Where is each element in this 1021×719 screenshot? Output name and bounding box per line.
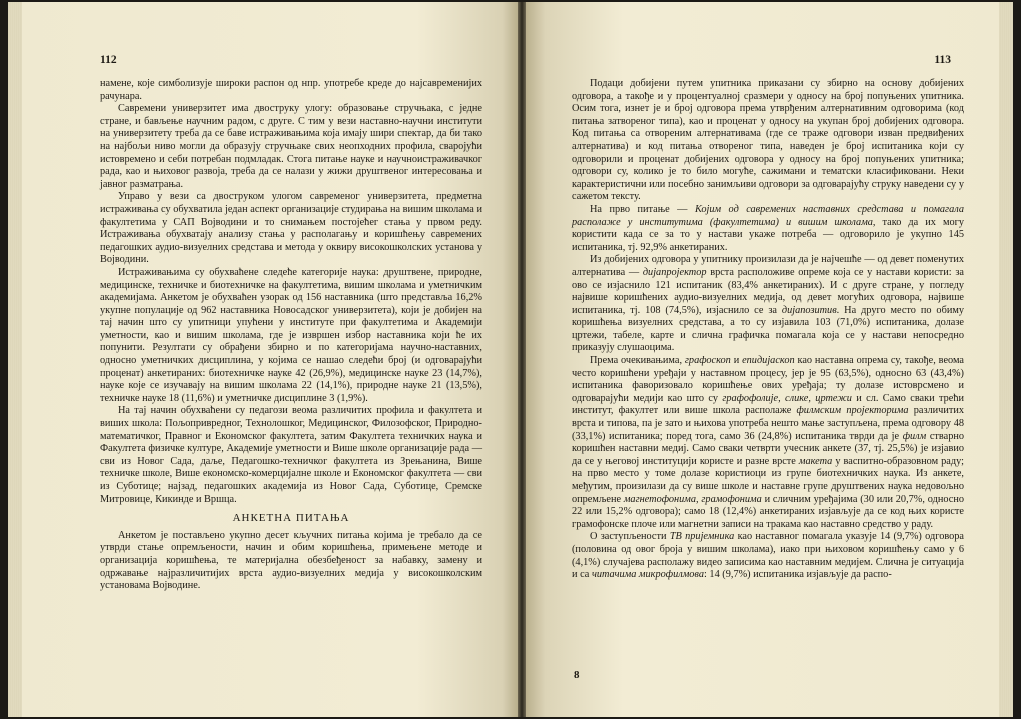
page-edges-right	[999, 2, 1013, 717]
paragraph: На прво питање — Којим од савремених наставних средстава и помагала располаже у институтима (факултетима) и вишим школама, тако да их могу користити када се за то у настави укаже потреба — одговорило је укупно 145 испитаника, тј. 92,9% анкетираних.	[572, 203, 965, 253]
left-page-number: 112	[100, 54, 117, 66]
paragraph: Анкетом је постављено укупно десет кључних питања којима је требало да се утврди стање опремљености, начин и обим коришћења, примењене методе и организација коришћења, те материјална обезбеђеност за набавку, замену и одржавање најразличитијих врста аудио-визуелних медија у високошколским установама Војводине.	[100, 529, 482, 592]
right-page-number: 113	[934, 54, 951, 66]
paragraph: Према очекивањима, графоскоп и епидијаскоп као наставна опрема су, такође, веома често коришћени уређаји у наставном процесу, јер је 95 (63,5%), односно 63 (43,4%) испитаника фаворизовало коришћење ових уређаја; ту долазе истоврсмено и одговарајући медији као што су графофолије, слике, цртежи и сл. Само сваки трећи институт, факултет или више школа располаже филмским пројекторима различитих врста и типова, па је зато и њихова употреба нешто мање заступљена, према одговору 48 (33,1%) испитаника; поред тога, само 36 (24,8%) испитаника тврди да је филм стварно коришћен наставни медиј. Само сваки четврти учесник анкете (37, тј. 25,5%) је изјавио да се у његовој институцији користе и разне врсте макета у васпитно-образовном раду; на прво место у томе долазе користиоци из групе биотехничких наука. Из анкете, међутим, произилази да су више школе и наставне групе друштвених наука недовољно опремљене магнетофонима, грамофонима и сличним уређајима (30 или 20,7%, односно 22 или 15,2% одговора); само 18 (12,4%) анкетираних изјављује да се код њих користе грамофонске плоче или магнетни записи на тракама као наставно средство у раду.	[572, 355, 965, 530]
paragraph: Савремени универзитет има двоструку улогу: образовање стручњака, с једне стране, и бављење научним радом, с друге. С тим у вези наставно-научни институти на универзитету треба да се баве истраживањима која имају шири спектар, да би тако на најбољи ниво могли да образују стручњаке свих неопходних профила, сваројући истовремено и себи потребан подмладак. Стога питање науке и научноистраживачког рада, као и њиховог развоја, треба да се налази у жижи друштвеног интересовања и јавног разматрања.	[100, 103, 482, 190]
section-heading: АНКЕТНА ПИТАЊА	[232, 512, 350, 525]
paragraph: Истраживањима су обухваћене следеће категорије наука: друштвене, природне, медицинске, техничке и биотехничке на факултетима, вишим школама и уметничким академијама. Анкетом је обухваћен узорак од 156 наставника (што представља 16,2% укупне популације од 962 наставника Новосадског универзитета), који је добијен на тај начин што су упитници упућени у институте при факултетима и Академији уметности, као и вишим школама, где је извршен избор наставника који ће их попунити. Резултати су обрађени збирно и по категоријама научно-наставних, односно уметничких дисциплина, у којима се нашао следећи број (и одговарајући проценат) анкетираних: биотехничке науке 42 (26,9%), медицинске науке 23 (14,7%), науке које се изучавају на вишим школама 22 (14,1%), природне науке 21 (13,5%), техничке науке 18 (11,6%) и уметничке дисциплине 3 (1,9%).	[100, 266, 482, 404]
book-gutter	[518, 2, 526, 717]
left-page-body	[100, 78, 482, 593]
book-spread	[8, 2, 1013, 717]
left-page	[8, 2, 518, 717]
right-page-body	[572, 78, 964, 582]
right-page	[526, 2, 1013, 717]
signature-mark: 8	[574, 669, 580, 681]
paragraph: О заступљености ТВ пријемника као наставног помагала указује 14 (9,7%) одговора (половина од овог броја у вишим школама), иако при њиховом коришћењу само у 6 (4,1%) случајева располажу видео записима као наставним медијем. Слична је ситуација и са читачима микрофилмова: 14 (9,7%) испитаника изјављује да распо-	[572, 531, 965, 581]
page-edges-left	[8, 2, 22, 717]
paragraph: намене, које симболизује широки распон од нпр. употребе креде до најсавременијих рачунара.	[100, 78, 482, 102]
paragraph: Управо у вези са двоструком улогом савременог универзитета, предметна истраживања су обухватила један аспект организације студирања на вишим школама и факултетима у САП Војводини и то снимањем постојећег стања у првом реду. Истраживања обухватају анализу стања у располагању и коришћењу савремених педагошких аудио-визуелних средстава и метода у оквиру високошколских установа у Војводини.	[100, 191, 482, 266]
paragraph: Подаци добијени путем упитника приказани су збирно на основу добијених одговора, а такође и у процентуалној сразмери у односу на број попуњених упитника. Осим тога, изнет је и број одговора према утврђеним алтернативним одговорима (код питања затвореног типа), као и проценат у односу на укупан број добијених одговора. Код питања са отвореним алтернативама (где се траже одговори изван предвиђених алтернатива) и код питања отвореног типа, наведен је број испитаника који су одговорили и проценат добијених одговора у односу на број попуњених упитника; одговори су, колико је то било могуће, сажимани и тематски класификовани. Неки карактеристични или посебно занимљиви одговори за одговарајућу струку наведени су у сажетом тексту.	[572, 78, 964, 203]
paragraph: Из добијених одговора у упитнику произилази да је најчешће — од девет поменутих алтернатива — дијапројектор врста расположиве опреме која се у настави користи: за ово се изјаснило 121 испитаник (83,4% анкетираних). И с друге стране, у погледу највише коришћених аудио-визуелних медија, од девет могућих одговора, највише испитаника, тј. 108 (74,5%), изјаснило се за дијапозитив. На друго место по обиму коришћења визуелних средстава, а то су изјавила 103 (71,0%) испитаника, долазе цртежи, табеле, карте и слична графичка помагала која се у настави непосредно приказују слушаоцима.	[572, 254, 964, 354]
paragraph: На тај начин обухваћени су педагози веома различитих профила и факултета и виших школа: Пољопривредног, Технолошког, Медицинског, Филозофског, Природно-математичког, Правног и Економског факултета, затим Факултета техничких наука и Факултета физичке културе, Академије уметности и Више школе организације рада — сви из Новог Сада, даље, Педагошко-техничког факултета из Зрењанина, Више техничке школе, Више економско-комерцијалне школе и Економског факултета — сви из Суботице; најзад, педагошких академија из Новог Сада, Суботице, Сремске Митровице, Кикинде и Вршца.	[100, 405, 482, 505]
